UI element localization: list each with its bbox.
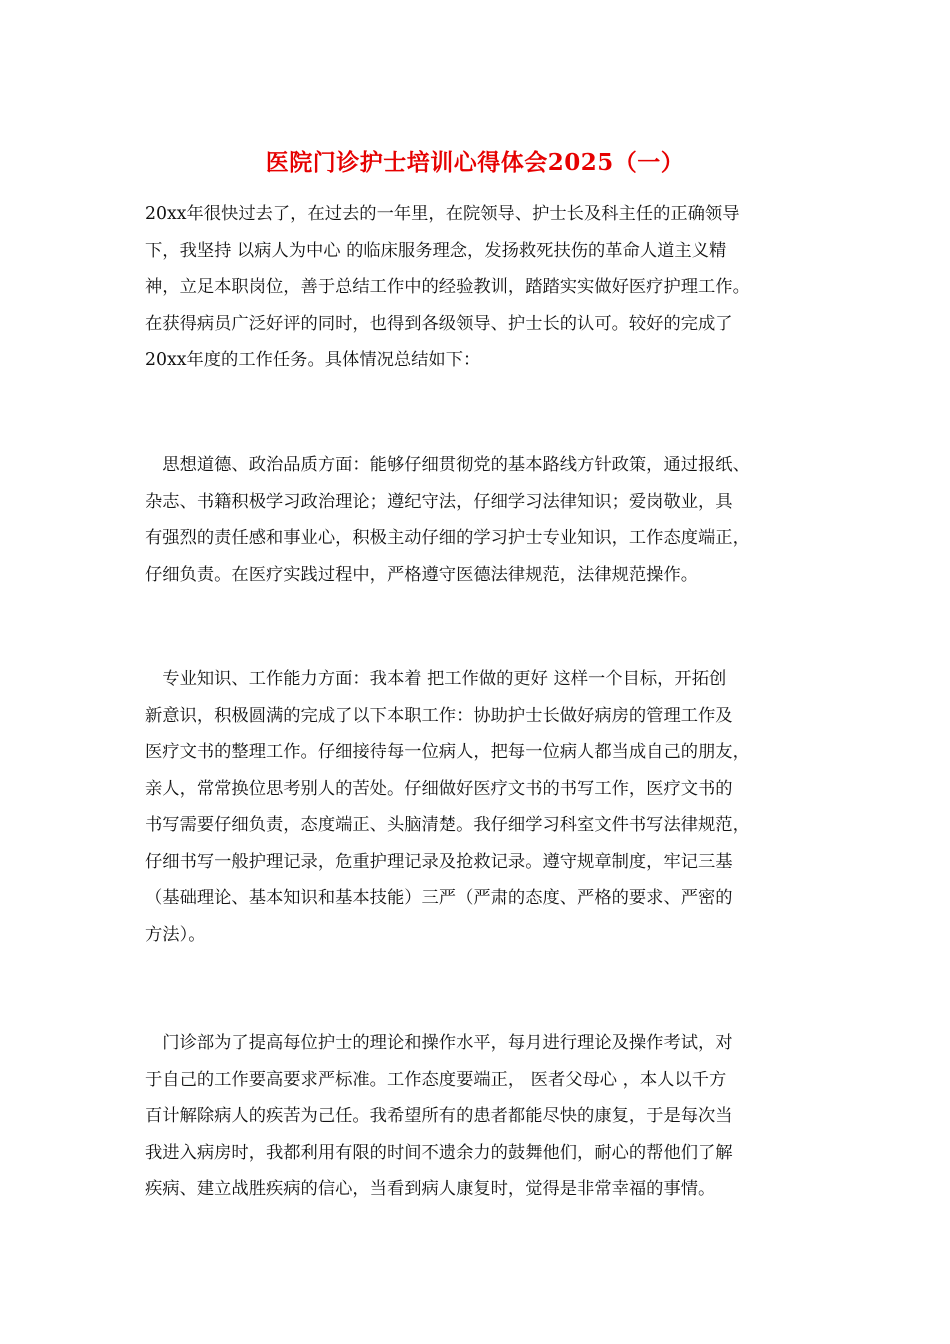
paragraph-line: 新意识，积极圆满的完成了以下本职工作：协助护士长做好病房的管理工作及 <box>145 705 733 726</box>
paragraph-line: 我进入病房时，我都利用有限的时间不遗余力的鼓舞他们，耐心的帮他们了解 <box>145 1142 733 1163</box>
paragraph-line: 在获得病员广泛好评的同时，也得到各级领导、护士长的认可。较好的完成了 <box>145 313 733 334</box>
paragraph-line: 方法）。 <box>145 924 206 945</box>
paragraph-line: 有强烈的责任感和事业心，积极主动仔细的学习护士专业知识，工作态度端正， <box>145 528 750 548</box>
paragraph-intro <box>145 196 825 379</box>
paragraph-line: 神，立足本职岗位，善于总结工作中的经验教训，踏踏实实做好医疗护理工作。 <box>145 277 750 297</box>
paragraph-outpatient <box>145 1025 825 1208</box>
paragraph-ideology <box>145 447 825 593</box>
paragraph-line: 书写需要仔细负责，态度端正、头脑清楚。我仔细学习科室文件书写法律规范， <box>145 815 750 835</box>
paragraph-line: 仔细书写一般护理记录，危重护理记录及抢救记录。遵守规章制度，牢记三基 <box>145 851 733 872</box>
document-title: 医院门诊护士培训心得体会2025（一） <box>265 149 685 176</box>
paragraph-line: （基础理论、基本知识和基本技能）三严（严肃的态度、严格的要求、严密的 <box>145 888 733 908</box>
paragraph-line: 杂志、书籍积极学习政治理论；遵纪守法，仔细学习法律知识；爱岗敬业，具 <box>145 491 733 512</box>
paragraph-line: 20xx年很快过去了，在过去的一年里，在院领导、护士长及科主任的正确领导 <box>145 204 740 224</box>
paragraph-line: 20xx年度的工作任务。具体情况总结如下： <box>145 350 481 370</box>
paragraph-line: 医疗文书的整理工作。仔细接待每一位病人，把每一位病人都当成自己的朋友， <box>145 742 750 762</box>
paragraph-line: 百计解除病人的疾苦为己任。我希望所有的患者都能尽快的康复，于是每次当 <box>145 1106 733 1126</box>
paragraph-line: 专业知识、工作能力方面：我本着 把工作做的更好 这样一个目标，开拓创 <box>145 669 727 689</box>
paragraph-line: 下，我坚持 以病人为中心 的临床服务理念，发扬救死扶伤的革命人道主义精 <box>145 240 727 261</box>
paragraph-line: 门诊部为了提高每位护士的理论和操作水平，每月进行理论及操作考试，对 <box>145 1033 733 1053</box>
paragraph-line: 于自己的工作要高要求严标准。工作态度要端正， 医者父母心 ，本人以千方 <box>145 1069 727 1090</box>
paragraph-line: 疾病、建立战胜疾病的信心，当看到病人康复时，觉得是非常幸福的事情。 <box>145 1179 716 1199</box>
paragraph-line: 仔细负责。在医疗实践过程中，严格遵守医德法律规范，法律规范操作。 <box>145 564 699 585</box>
paragraph-line: 思想道德、政治品质方面：能够仔细贯彻党的基本路线方针政策，通过报纸、 <box>145 455 750 475</box>
paragraph-line: 亲人，常常换位思考别人的苦处。仔细做好医疗文书的书写工作，医疗文书的 <box>145 778 733 799</box>
paragraph-professional <box>145 661 825 953</box>
